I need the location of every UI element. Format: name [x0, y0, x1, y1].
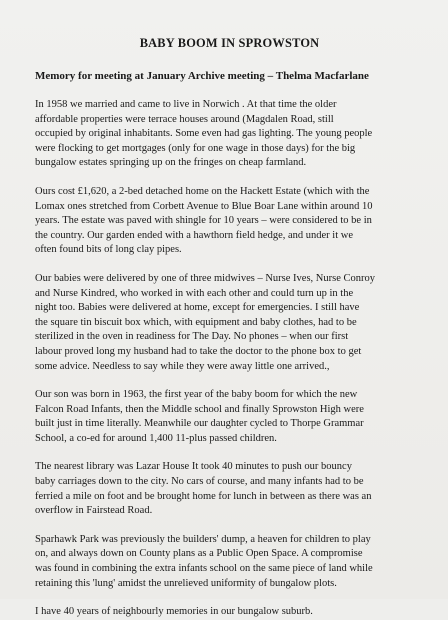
paragraph-line: In 1958 we married and came to live in Norwich . At that time the older — [35, 99, 337, 110]
paragraph-line: The nearest library was Lazar House It took 40 minutes to push our bouncy — [35, 461, 352, 473]
paragraph-line: School, a co-ed for around 1,400 11-plus passed children. — [35, 432, 277, 444]
paragraph-line: some advice. Needless to say while they were away little one arrived., — [35, 360, 330, 372]
paragraph-line: years. The estate was paved with shingle for 10 years – were considered to be in — [35, 215, 372, 227]
paragraph-line: and Nurse Kindred, who worked in with each other and could turn up in the — [35, 287, 354, 299]
paragraph-line: sterilized in the oven in readiness for The Day. No phones – when our first — [35, 331, 349, 343]
paragraph-line: labour proved long my husband had to take the doctor to the phone box to get — [35, 345, 362, 357]
paragraph — [35, 533, 424, 591]
paragraph — [35, 460, 424, 518]
paragraph-line: occupied by original inhabitants. Some even had gas lighting. The young people — [35, 128, 373, 140]
paragraph — [35, 272, 424, 374]
paragraph-line: was found in combining the extra infants school on the same piece of land while — [35, 563, 373, 575]
paragraph-line: I have 40 years of neighbourly memories in our bungalow suburb. — [35, 606, 313, 618]
paragraph-line: overflow in Fairstead Road. — [35, 505, 153, 517]
paragraph-line: were flocking to get mortgages (only for one wage in those days) for the big — [35, 142, 356, 154]
paragraph-line: built just in time literally. Meanwhile our daughter cycled to Thorpe Grammar — [35, 418, 364, 430]
document-body — [35, 98, 424, 620]
paragraph-line: Sparhawk Park was previously the builders' dump, a heaven for children to play — [35, 533, 371, 545]
paragraph-line: retaining this 'lung' amidst the unrelieved uniformity of bungalow plots. — [35, 577, 337, 589]
paragraph-line: night too. Babies were delivered at home, except for emergencies. I still have — [35, 302, 360, 314]
document-subtitle: Memory for meeting at January Archive meeting – Thelma Macfarlane — [35, 70, 369, 82]
paragraph-line: Our son was born in 1963, the first year of the baby boom for which the new — [35, 389, 358, 401]
paragraph — [35, 98, 424, 171]
paragraph-line: often found bits of long clay pipes. — [35, 244, 182, 256]
paragraph-line: ferried a mile on foot and be brought home for lunch in between as there was an — [35, 490, 372, 502]
paragraph-line: Lomax ones stretched from Corbett Avenue to Blue Boar Lane within around 10 — [35, 200, 373, 212]
paragraph — [35, 388, 424, 446]
document-title: BABY BOOM IN SPROWSTON — [139, 36, 320, 50]
paragraph-line: the country. Our garden ended with a hawthorn field hedge, and under it we — [35, 229, 354, 241]
paragraph — [35, 185, 424, 258]
paragraph-line: Ours cost £1,620, a 2-bed detached home on the Hackett Estate (which with the — [35, 185, 370, 197]
paragraph-line: affordable properties were terrace houses around (Magdalen Road, still — [35, 113, 334, 125]
paragraph-line: on, and always down on County plans as a Public Open Space. A compromise — [35, 548, 363, 560]
paragraph-line: Falcon Road Infants, then the Middle school and finally Sprowston High were — [35, 403, 364, 415]
paragraph-line: Our babies were delivered by one of three midwives – Nurse Ives, Nurse Conroy — [35, 272, 375, 284]
paragraph-line: bungalow estates springing up on the fringes on cheap farmland. — [35, 157, 307, 169]
paragraph-line: the square tin biscuit box which, with equipment and baby clothes, had to be — [35, 316, 357, 328]
paragraph-line: baby carriages down to the city. No cars of course, and many infants had to be — [35, 476, 364, 488]
paragraph — [35, 605, 424, 620]
